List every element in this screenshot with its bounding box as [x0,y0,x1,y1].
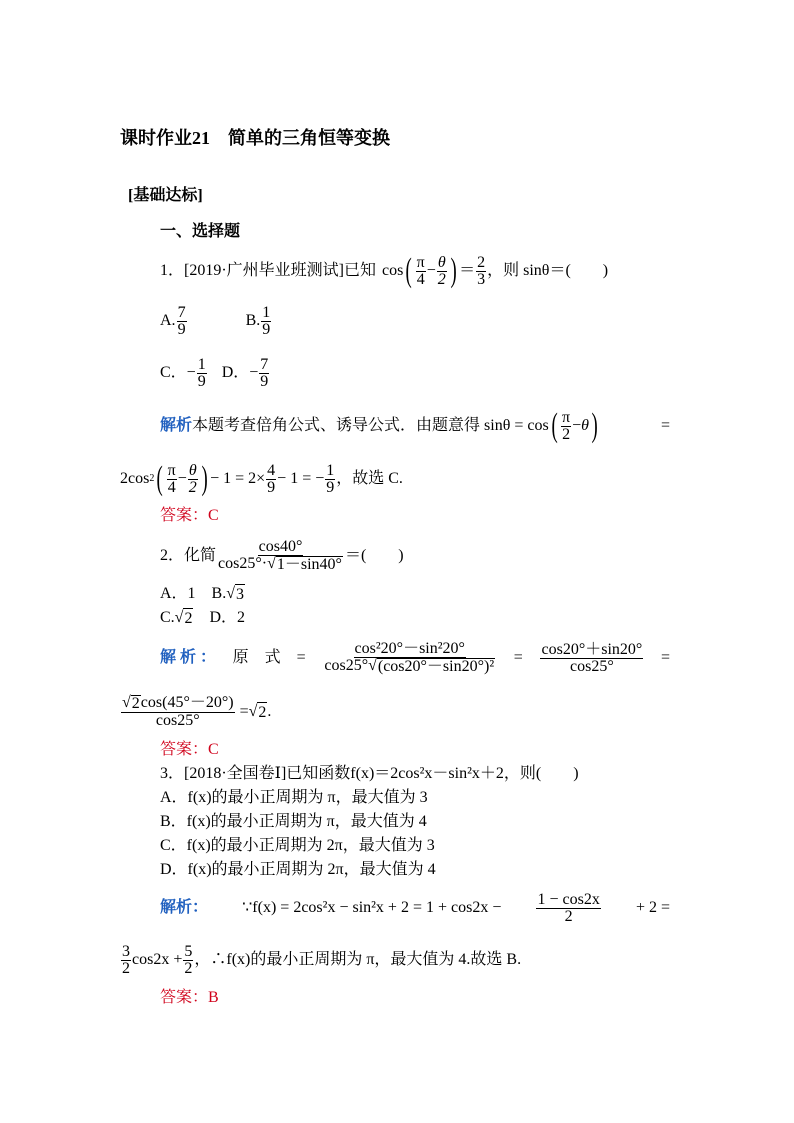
question-2-stem [160,530,404,582]
q2-den-pre: cos25°· [218,555,268,572]
q2-sol-f1-num: cos²20°－sin²20° [354,640,465,657]
q1-sol-pi: π [562,408,571,426]
q1-option-d-num: 7 [260,355,269,373]
q2-sol-f2-num: cos20°＋sin20° [541,640,643,658]
q1-sol2-pi: π [167,461,176,479]
q1-solution-text: 本题考查倍角公式、诱导公式．由题意得 sinθ = cos [192,417,549,434]
q2-sol-fraction-1 [323,641,496,675]
q2-sol-eq1: = [513,649,523,666]
q1-sol-frac-pi-2 [561,410,571,443]
q1-sol2-minus: − [177,470,187,487]
q3-sol2-2b: 2 [184,959,193,977]
q1-options-cd [160,350,270,396]
q2-sol-fraction-2 [540,642,643,675]
q3-jiexi-label: 解析： [160,899,209,916]
q3-option-d: D．f(x)的最小正周期为 2π，最大值为 4 [160,861,436,878]
q2-options-cd [160,608,245,629]
q3-sol2-5: 5 [184,942,193,960]
q3-sol1-end: + 2 = [635,899,670,916]
sqrt-icon: √ (cos20°－sin20°)² [368,657,495,675]
question-1-stem [160,246,608,296]
page-title: 课时作业21 简单的三角恒等变换 [120,128,390,148]
q3-sol2-frac-5-2 [183,944,193,977]
q2-stem-suffix: ＝( ) [344,547,404,564]
q1-answer: 答案：C [160,507,219,524]
sqrt-icon: √ 2 [248,702,267,721]
q1-four: 4 [416,270,425,288]
sqrt-icon: √ 2 [174,609,193,627]
q2-stem: 2．化简 [160,547,217,564]
q3-sol1-fraction [536,892,600,925]
sqrt-icon: √ 1－sin40° [267,555,342,573]
q2-sol-eq3: = [239,703,249,720]
q1-sol2-mid2: − 1 = − [277,470,325,487]
q1-option-c-value [197,357,207,390]
q1-sol2-frac-theta-2 [188,463,198,496]
q2-solution-line-1 [160,632,670,684]
q2-option-d: D．2 [193,609,246,626]
q1-sol2-cos: 2cos [120,470,150,487]
q1-pi: π [416,253,425,271]
q1-option-a-num: 7 [177,303,186,321]
q1-option-a-den: 9 [177,320,186,338]
q1-eq: ＝ [459,262,476,279]
left-paren: ( [405,252,413,289]
q2-sol-f1-den [323,658,496,675]
q1-sol2-frac-pi-4 [167,463,177,496]
q1-sol2-two: 2 [188,478,197,496]
q2-sol-f3-den: cos25° [155,712,200,729]
q3-sol2-mid: cos2x + [132,951,183,968]
q1-sol2-four: 4 [167,478,176,496]
left-paren: ( [156,460,164,497]
q2-sol-end: . [267,703,272,720]
q2-sol-f2-den: cos25° [570,657,614,675]
q1-options-ab [160,298,272,344]
q1-sol2-mid: − 1 = 2× [210,470,266,487]
q2-options-ab [160,584,245,605]
q1-solution-line-1 [160,402,670,450]
q1-sol2-frac-1-9 [325,463,335,496]
q1-sol-eq: = [660,417,670,434]
q2-sol-f3-rest: cos(45°－20°) [140,694,234,711]
q1-fraction-theta-2 [437,255,447,288]
q3-option-a: A．f(x)的最小正周期为 π，最大值为 3 [160,789,428,806]
question-3-stem: 3．[2018·全国卷Ⅰ]已知函数f(x)＝2cos²x－sin²x＋2，则( ) [160,765,579,782]
q3-solution-line-1 [160,884,670,932]
q1-sol2-9: 9 [267,478,276,496]
q3-option-b: B．f(x)的最小正周期为 π，最大值为 4 [160,813,427,830]
q1-sol2-4: 4 [267,461,276,479]
q2-den [217,556,344,573]
q1-option-d-den: 9 [260,372,269,390]
q1-option-c-num: 1 [197,355,206,373]
q1-sol-theta: θ [581,417,590,434]
q2-yuanshi: 原 式 = [232,649,306,666]
q1-option-a-label: A. [160,312,176,329]
q3-solution-line-2 [120,936,521,984]
q3-sol1-num: 1 − cos2x [537,890,600,908]
q2-answer: 答案：C [160,741,219,758]
left-paren: ( [551,407,558,444]
q1-solution-line-2: 2cos 2 ( $\frac{\pi}{4}$ − $\frac{\theta}{2}$ ) − 1 = 2× $\frac{4}{9}$ − 1 = − $\frac{1}{9}$ ，故选 C. [120,460,403,497]
q2-solution-line-2 [120,686,271,738]
q1-fraction-pi-4 [416,255,426,288]
q2-sol-f3-num [121,695,235,713]
q2-option-c-rad: 2 [184,610,193,627]
q2-sol-eq2: = [660,649,670,666]
q3-sol2-3: 3 [122,942,130,960]
q1-value-num: 2 [477,253,486,271]
q1-sol2-theta: θ [188,461,197,479]
q3-sol1: ∵f(x) = 2cos²x − sin²x + 2 = 1 + cos2x − [242,899,502,916]
q2-sol-f1-den-rad: (cos20°－sin20°)² [377,658,495,675]
q3-sol2-frac-3-2 [121,944,131,977]
section-heading: [基础达标] [128,187,203,204]
q1-option-d-value [259,357,269,390]
q1-option-b-value [261,305,271,338]
q1-option-b-label: B. [245,312,261,329]
q2-sol-fraction-3 [121,695,235,729]
q1-stem-suffix: ，则 sinθ＝( ) [487,262,609,279]
q2-den-rad: 1－sin40° [276,556,342,573]
q3-sol1-den: 2 [564,907,573,925]
q2-sol-f3-rad: 2 [131,695,140,712]
q1-sol2-1: 1 [326,461,335,479]
q2-option-b-rad: 3 [236,586,245,603]
q2-sol-result-rad: 2 [258,703,267,721]
q1-option-c-label: C．− [160,364,196,381]
q1-option-d-label: D．− [221,364,259,381]
q1-option-a-value [177,305,187,338]
q1-option-b-den: 9 [262,320,271,338]
q2-num: cos40° [258,538,303,555]
q1-two: 2 [437,270,446,288]
right-paren: ) [450,252,457,289]
q2-sol-f1-den-pre: cos25° [324,657,369,674]
sqrt-icon: √ 2 [122,694,140,712]
q1-theta: θ [437,253,446,271]
q1-cos: cos [382,262,404,279]
q3-option-c: C．f(x)的最小正周期为 2π，最大值为 3 [160,837,435,854]
q2-fraction [217,539,344,573]
q1-value-den: 3 [477,270,486,288]
q3-sol2-2: 2 [122,959,130,977]
q1-stem-prefix: 1．[2019·广州毕业班测试]已知 [160,262,376,279]
q1-sol2-9b: 9 [326,478,335,496]
q1-option-c-den: 9 [197,372,206,390]
q1-minus: − [426,262,436,279]
q1-sol-two: 2 [562,425,571,443]
right-paren: ) [201,460,208,497]
right-paren: ) [591,407,598,444]
part-heading: 一、选择题 [160,223,241,240]
q2-option-c: C. [160,609,175,626]
q3-answer: 答案：B [160,989,219,1006]
q1-sol-minus: − [572,417,582,434]
q3-sol2-end: ，∴f(x)的最小正周期为 π，最大值为 4.故选 B. [194,951,522,968]
q1-sol2-frac-4-9 [266,463,276,496]
q1-jiexi-label: 解析 [160,417,193,434]
q2-option-ab: A．1 B. [160,585,227,602]
q2-jiexi-label: 解 析 ： [160,649,217,666]
sqrt-icon: √ 3 [226,585,245,603]
q1-option-b-num: 1 [262,303,271,321]
q1-fraction-value [476,255,486,288]
q1-sol2-end: ，故选 C. [336,470,403,487]
